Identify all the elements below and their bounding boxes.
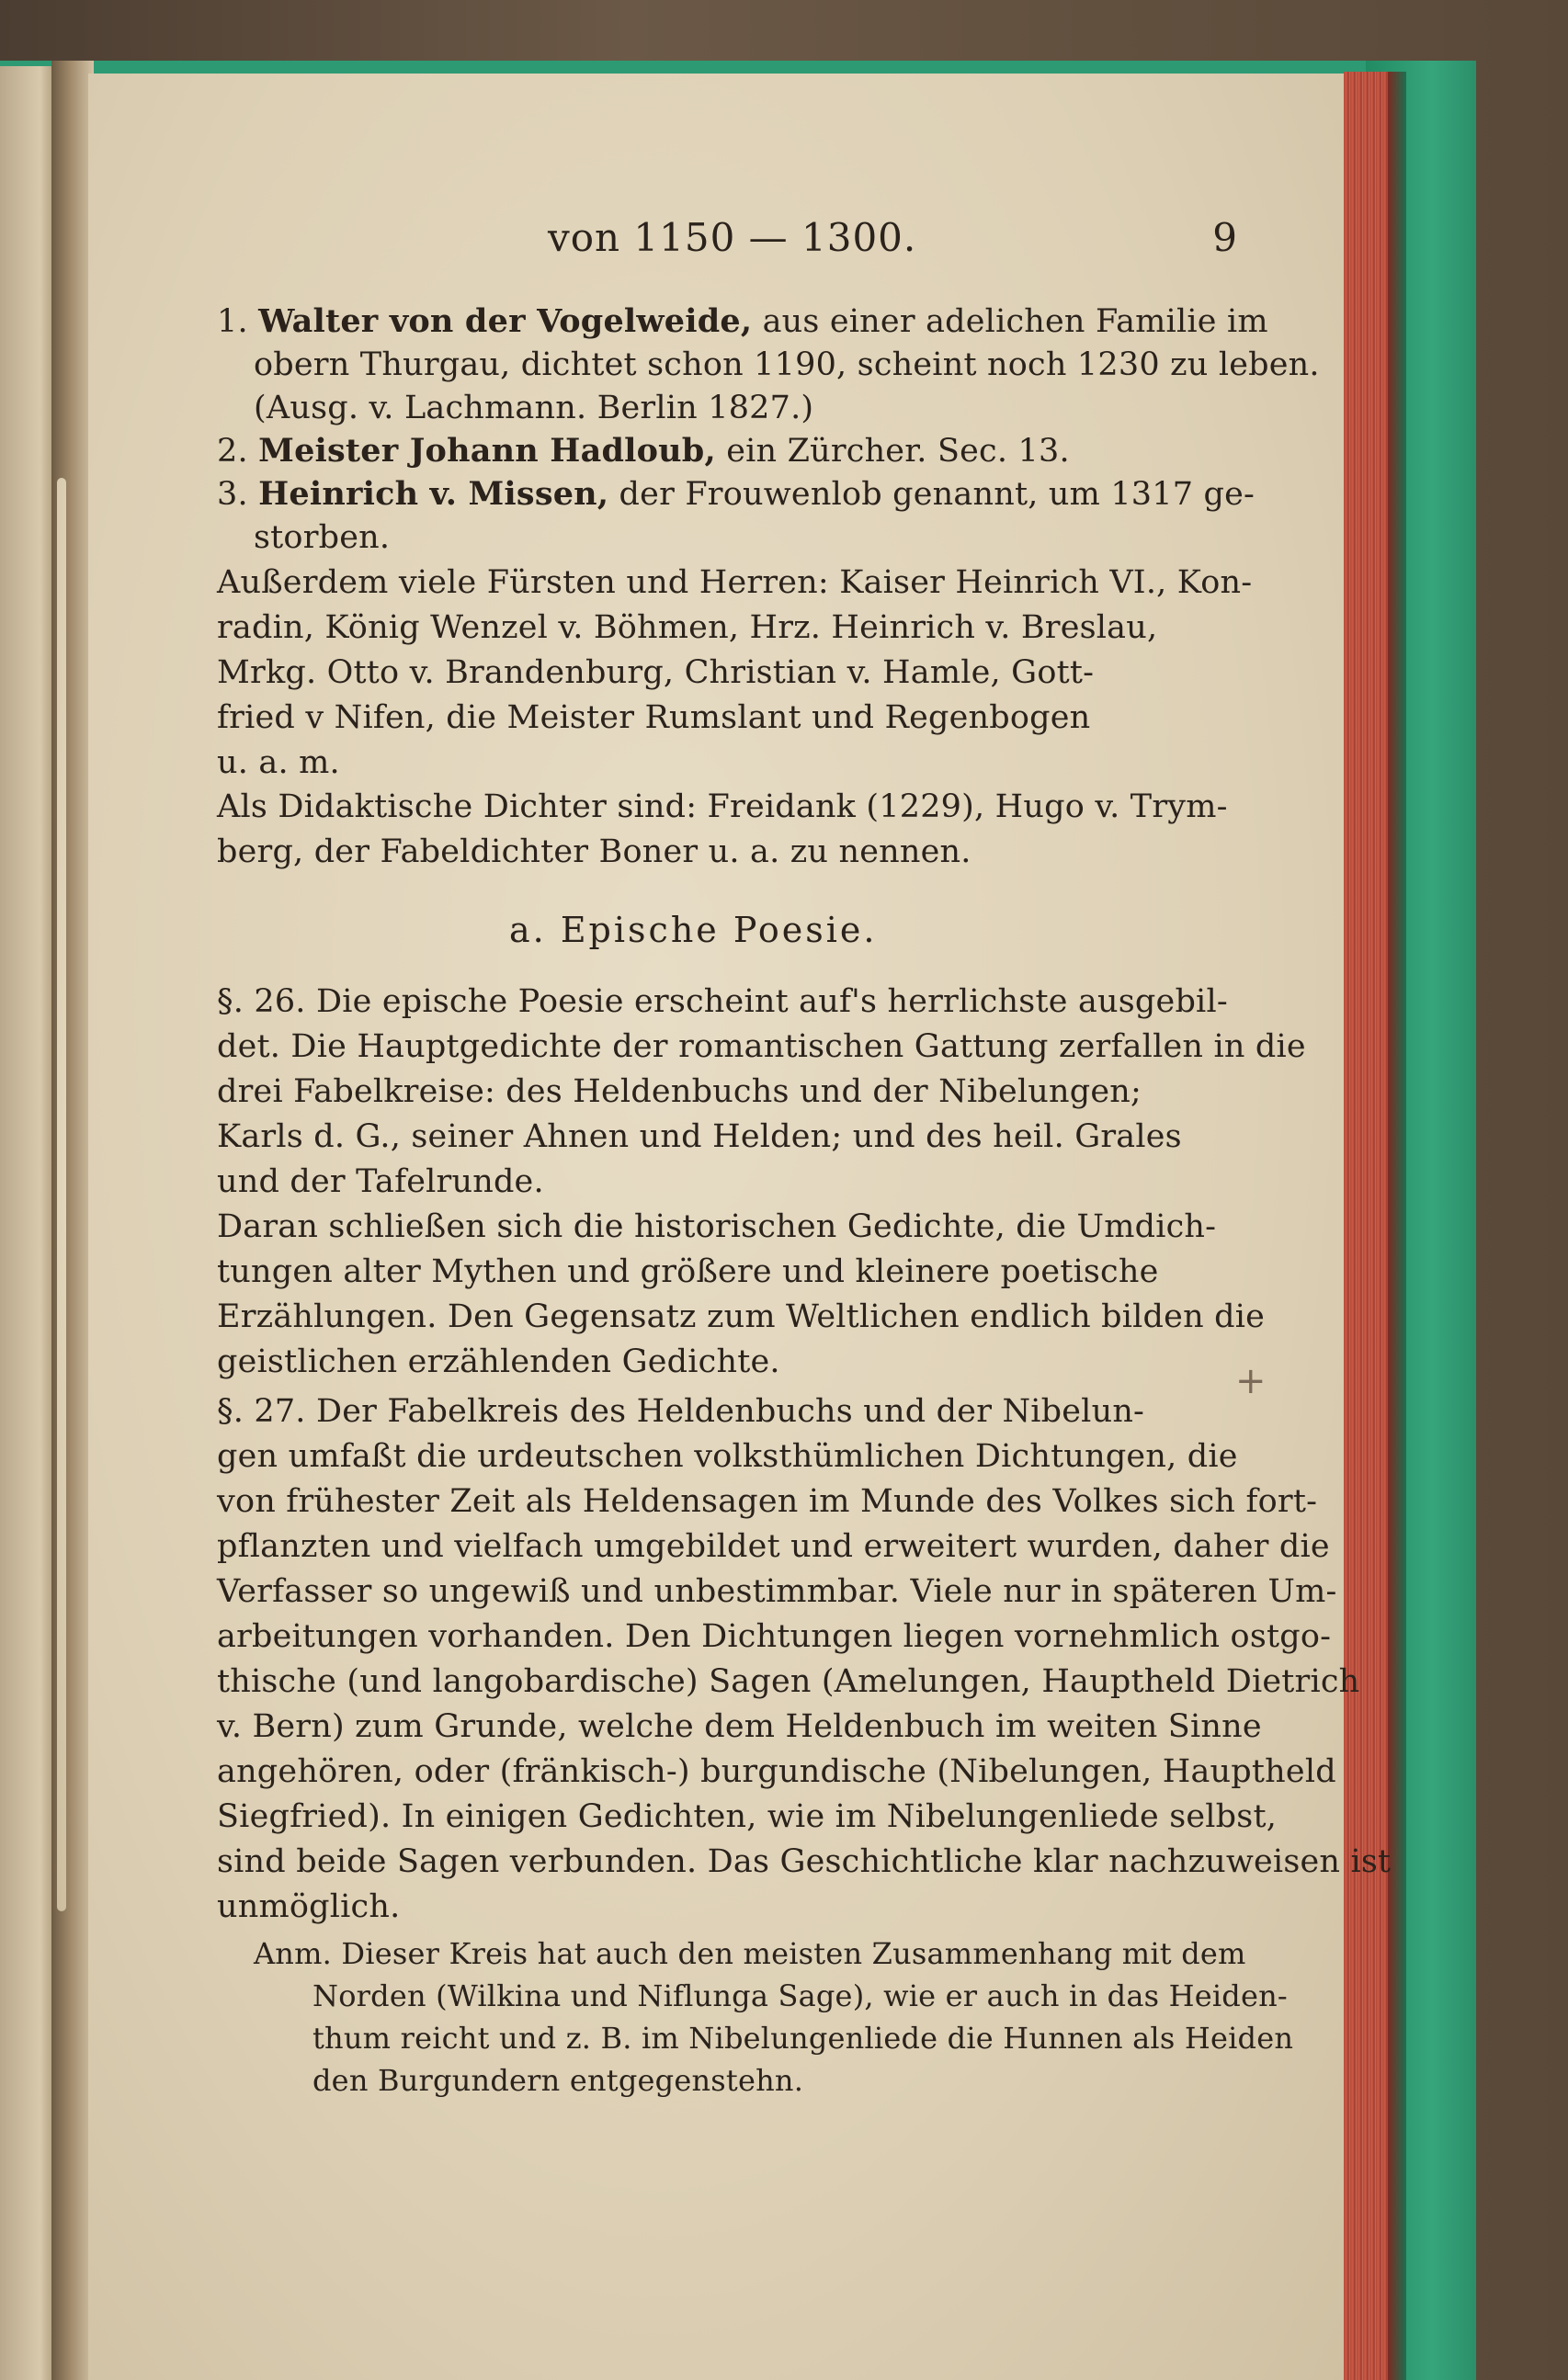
pencil-cross-mark: + — [1235, 1360, 1267, 1402]
poet-name: Walter von der Vogelweide, — [258, 302, 753, 340]
paragraph-line: det. Die Hauptgedichte der romantischen Gattung zerfallen in die — [217, 1028, 1306, 1065]
paragraph-line: geistlichen erzählenden Gedichte. — [217, 1343, 780, 1380]
list-item-2: 2. Meister Johann Hadloub, ein Zürcher. Sec. 13. — [217, 432, 1070, 470]
list-item-1-cont2: (Ausg. v. Lachmann. Berlin 1827.) — [254, 390, 814, 426]
paragraph-line: gen umfaßt die urdeutschen volksthümlichen Dichtungen, die — [217, 1438, 1238, 1475]
paragraph-line: berg, der Fabeldichter Boner u. a. zu nennen. — [217, 833, 971, 870]
paragraph-line: Außerdem viele Fürsten und Herren: Kaiser Heinrich VI., Kon- — [217, 564, 1253, 601]
list-item-3: 3. Heinrich v. Missen, der Frouwenlob genannt, um 1317 ge- — [217, 475, 1256, 513]
paragraph-line: Karls d. G., seiner Ahnen und Helden; und des heil. Grales — [217, 1118, 1182, 1155]
paragraph-line: radin, König Wenzel v. Böhmen, Hrz. Heinrich v. Breslau, — [217, 609, 1158, 646]
page-header — [217, 215, 1237, 274]
binding-thread — [57, 478, 66, 1911]
list-item-1-cont: obern Thurgau, dichtet schon 1190, scheint noch 1230 zu leben. — [254, 346, 1320, 383]
paragraph-line: angehören, oder (fränkisch-) burgundische (Nibelungen, Hauptheld — [217, 1753, 1336, 1790]
paragraph-line: arbeitungen vorhanden. Den Dichtungen liegen vornehmlich ostgo- — [217, 1618, 1332, 1655]
paragraph-line: Verfasser so ungewiß und unbestimmbar. Viele nur in späteren Um- — [217, 1573, 1337, 1610]
running-head: von 1150 — 1300. — [548, 215, 917, 260]
paragraph-line: Als Didaktische Dichter sind: Freidank (1229), Hugo v. Trym- — [217, 788, 1228, 825]
annotation-line: Norden (Wilkina und Niflunga Sage), wie er auch in das Heiden- — [312, 1978, 1288, 2013]
paragraph-line: Daran schließen sich die historischen Gedichte, die Umdich- — [217, 1208, 1217, 1245]
left-page-edge — [0, 66, 57, 2380]
page-number: 9 — [1212, 215, 1237, 260]
list-item-1: 1. Walter von der Vogelweide, aus einer adelichen Familie im — [217, 302, 1268, 340]
paragraph-line: v. Bern) zum Grunde, welche dem Heldenbuch im weiten Sinne — [217, 1708, 1262, 1745]
paragraph-line: Erzählungen. Den Gegensatz zum Weltlichen endlich bilden die — [217, 1298, 1266, 1335]
paragraph-line: §. 27. Der Fabelkreis des Heldenbuchs und der Nibelun- — [217, 1393, 1145, 1430]
poet-name: Heinrich v. Missen, — [258, 475, 609, 513]
annotation-line: den Burgundern entgegenstehn. — [312, 2063, 804, 2098]
annotation-line: thum reicht und z. B. im Nibelungenliede die Hunnen als Heiden — [312, 2021, 1294, 2056]
paragraph-line: thische (und langobardische) Sagen (Amelungen, Hauptheld Dietrich — [217, 1663, 1360, 1700]
page-edge-shadow — [1388, 72, 1406, 2380]
paragraph-line: tungen alter Mythen und größere und kleinere poetische — [217, 1253, 1159, 1290]
paragraph-line: sind beide Sagen verbunden. Das Geschichtliche klar nachzuweisen ist — [217, 1843, 1392, 1880]
paragraph-line: unmöglich. — [217, 1888, 401, 1925]
paragraph-line: Siegfried). In einigen Gedichten, wie im Nibelungenliede selbst, — [217, 1798, 1278, 1835]
paragraph-line: und der Tafelrunde. — [217, 1163, 544, 1200]
section-heading: a. Epische Poesie. — [509, 910, 878, 950]
paragraph-line: drei Fabelkreise: des Heldenbuchs und der Nibelungen; — [217, 1073, 1142, 1110]
paragraph-line: von frühester Zeit als Heldensagen im Munde des Volkes sich fort- — [217, 1483, 1318, 1520]
paragraph-line: pflanzten und vielfach umgebildet und erweitert wurden, daher die — [217, 1528, 1330, 1565]
paragraph-line: fried v Nifen, die Meister Rumslant und Regenbogen — [217, 699, 1091, 736]
red-page-edges — [1344, 72, 1392, 2380]
poet-name: Meister Johann Hadloub, — [258, 432, 716, 470]
paragraph-line: §. 26. Die epische Poesie erscheint auf's herrlichste ausgebil- — [217, 983, 1228, 1020]
paragraph-line: Mrkg. Otto v. Brandenburg, Christian v. Hamle, Gott- — [217, 654, 1095, 691]
paragraph-line: u. a. m. — [217, 744, 340, 781]
annotation-line: Anm. Dieser Kreis hat auch den meisten Zusammenhang mit dem — [254, 1936, 1246, 1971]
list-item-3-cont: storben. — [254, 519, 391, 556]
